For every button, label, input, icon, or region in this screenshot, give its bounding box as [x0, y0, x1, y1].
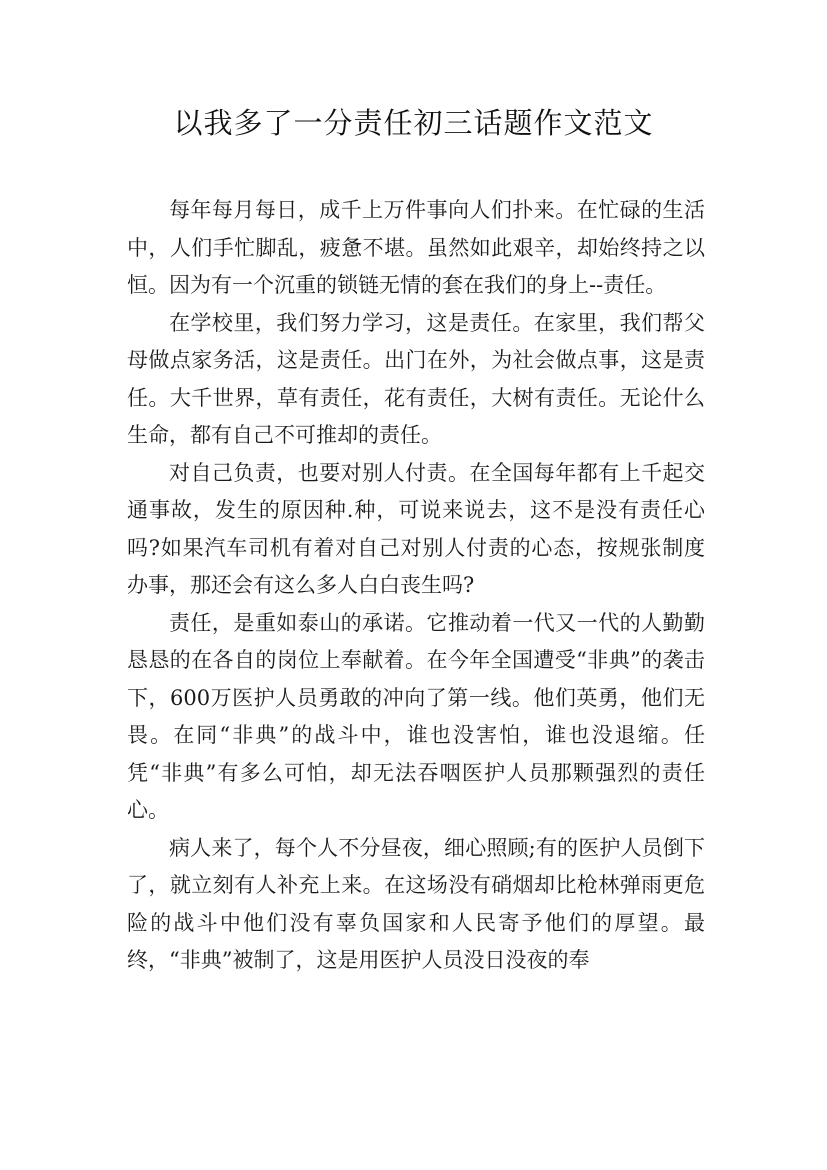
paragraph-1: 每年每月每日，成千上万件事向人们扑来。在忙碌的生活中，人们手忙脚乱，疲惫不堪。虽然如此艰辛，却始终持之以恒。因为有一个沉重的锁链无情的套在我们的身上--责任。: [127, 198, 705, 297]
paragraph-5: 病人来了，每个人不分昼夜，细心照顾;有的医护人员倒下了，就立刻有人补充上来。在这场没有硝烟却比枪林弹雨更危险的战斗中他们没有辜负国家和人民寄予他们的厚望。最终，“非典”被制了，这是用医护人员没日没夜的奉: [127, 835, 705, 972]
paragraph-3: 对自己负责，也要对别人付责。在全国每年都有上千起交通事故，发生的原因种.种，可说来说去，这不是没有责任心吗?如果汽车司机有着对自己对别人付责的心态，按规张制度办事，那还会有这么多人白白丧生吗?: [127, 460, 705, 597]
document-body: [127, 192, 705, 980]
paragraph-2: 在学校里，我们努力学习，这是责任。在家里，我们帮父母做点家务活，这是责任。出门在外，为社会做点事，这是责任。大千世界，草有责任，花有责任，大树有责任。无论什么生命，都有自己不可推却的责任。: [127, 310, 705, 447]
document-title: 以我多了一分责任初三话题作文范文: [173, 106, 654, 140]
paragraph-4: 责任，是重如泰山的承诺。它推动着一代又一代的人勤勤恳恳的在各自的岗位上奉献着。在今年全国遭受“非典”的袭击下，600万医护人员勇敢的冲向了第一线。他们英勇，他们无畏。在同“非典”的战斗中，谁也没害怕，谁也没退缩。任凭“非典”有多么可怕，却无法吞咽医护人员那颗强烈的责任心。: [127, 610, 705, 822]
